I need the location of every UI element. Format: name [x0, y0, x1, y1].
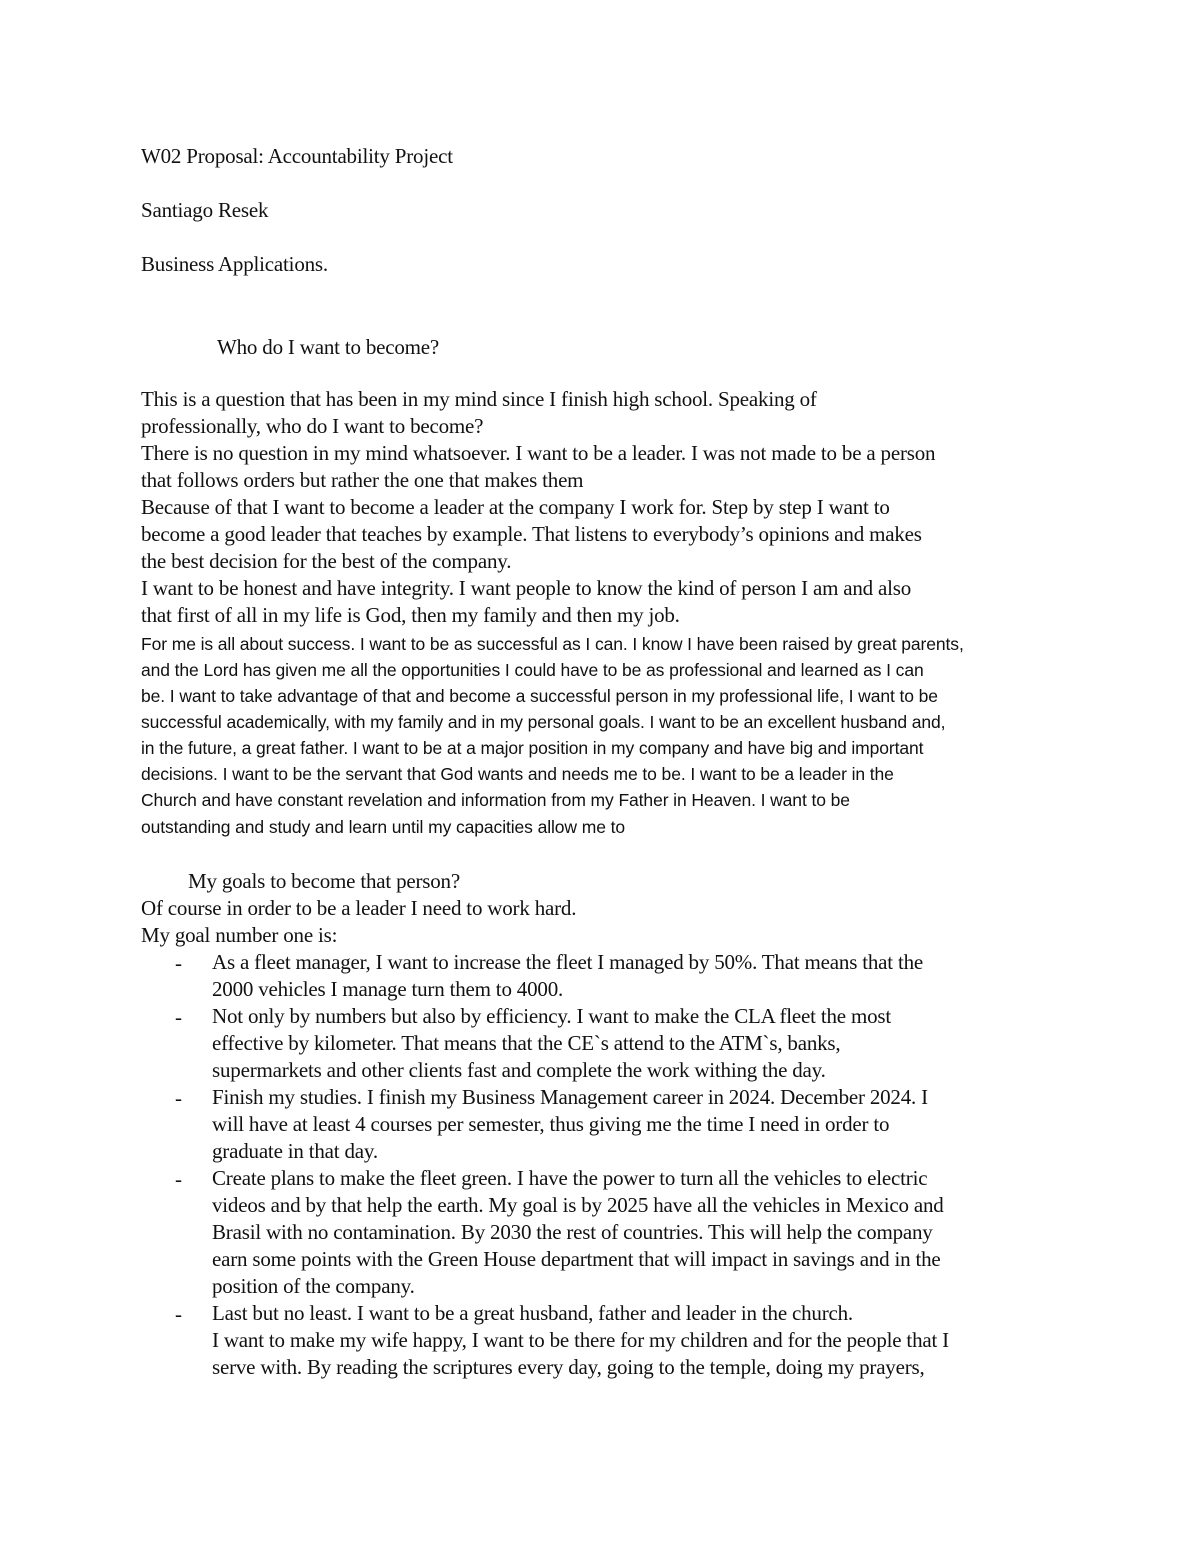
- paragraph-line: Church and have constant revelation and information from my Father in Heaven. I want to be: [141, 790, 850, 810]
- paragraph-line: Of course in order to be a leader I need to work hard.: [141, 896, 577, 920]
- paragraph-line: that follows orders but rather the one that makes them: [141, 468, 584, 492]
- author-name: Santiago Resek: [141, 198, 269, 222]
- bullet-line: will have at least 4 courses per semester, thus giving me the time I need in order to: [212, 1112, 890, 1136]
- paragraph-line: become a good leader that teaches by example. That listens to everybody’s opinions and makes: [141, 522, 922, 546]
- bullet-line: serve with. By reading the scriptures every day, going to the temple, doing my prayers,: [212, 1355, 925, 1379]
- bullet-line: Brasil with no contamination. By 2030 the rest of countries. This will help the company: [212, 1220, 933, 1244]
- bullet-line: Not only by numbers but also by efficiency. I want to make the CLA fleet the most: [212, 1004, 891, 1028]
- bullet-line: I want to make my wife happy, I want to be there for my children and for the people that I: [212, 1328, 949, 1352]
- bullet-marker: -: [175, 1005, 182, 1029]
- bullet-marker: -: [175, 1086, 182, 1110]
- document-title: W02 Proposal: Accountability Project: [141, 144, 453, 168]
- paragraph-line: be. I want to take advantage of that and become a successful person in my professional life, I want to be: [141, 686, 938, 706]
- bullet-line: Last but no least. I want to be a great husband, father and leader in the church.: [212, 1301, 853, 1325]
- paragraph-line: professionally, who do I want to become?: [141, 414, 484, 438]
- bullet-marker: -: [175, 951, 182, 975]
- paragraph-line: that first of all in my life is God, then my family and then my job.: [141, 603, 680, 627]
- bullet-line: earn some points with the Green House department that will impact in savings and in the: [212, 1247, 941, 1271]
- paragraph-line: I want to be honest and have integrity. I want people to know the kind of person I am and also: [141, 576, 912, 600]
- bullet-line: position of the company.: [212, 1274, 415, 1298]
- bullet-marker: -: [175, 1302, 182, 1326]
- bullet-line: 2000 vehicles I manage turn them to 4000.: [212, 977, 564, 1001]
- bullet-line: Create plans to make the fleet green. I have the power to turn all the vehicles to electric: [212, 1166, 928, 1190]
- course-name: Business Applications.: [141, 252, 328, 276]
- paragraph-line: Because of that I want to become a leader at the company I work for. Step by step I want to: [141, 495, 890, 519]
- paragraph-line: successful academically, with my family and in my personal goals. I want to be an excellent husband and,: [141, 712, 946, 732]
- paragraph-line: in the future, a great father. I want to be at a major position in my company and have big and important: [141, 738, 924, 758]
- bullet-line: As a fleet manager, I want to increase the fleet I managed by 50%. That means that the: [212, 950, 924, 974]
- paragraph-line: There is no question in my mind whatsoever. I want to be a leader. I was not made to be a person: [141, 441, 936, 465]
- paragraph-line: outstanding and study and learn until my capacities allow me to: [141, 817, 625, 837]
- paragraph-line: the best decision for the best of the company.: [141, 549, 512, 573]
- bullet-marker: -: [175, 1167, 182, 1191]
- section-heading-goals: My goals to become that person?: [188, 869, 460, 893]
- bullet-line: videos and by that help the earth. My goal is by 2025 have all the vehicles in Mexico and: [212, 1193, 944, 1217]
- paragraph-line: For me is all about success. I want to be as successful as I can. I know I have been raised by great parents,: [141, 634, 964, 654]
- bullet-line: supermarkets and other clients fast and complete the work withing the day.: [212, 1058, 826, 1082]
- paragraph-line: This is a question that has been in my mind since I finish high school. Speaking of: [141, 387, 817, 411]
- paragraph-line: decisions. I want to be the servant that God wants and needs me to be. I want to be a leader in the: [141, 764, 894, 784]
- bullet-line: effective by kilometer. That means that the CE`s attend to the ATM`s, banks,: [212, 1031, 841, 1055]
- paragraph-line: and the Lord has given me all the opportunities I could have to be as professional and learned as I can: [141, 660, 924, 680]
- paragraph-line: My goal number one is:: [141, 923, 338, 947]
- section-heading-become: Who do I want to become?: [217, 335, 440, 359]
- bullet-line: Finish my studies. I finish my Business Management career in 2024. December 2024. I: [212, 1085, 928, 1109]
- bullet-line: graduate in that day.: [212, 1139, 378, 1163]
